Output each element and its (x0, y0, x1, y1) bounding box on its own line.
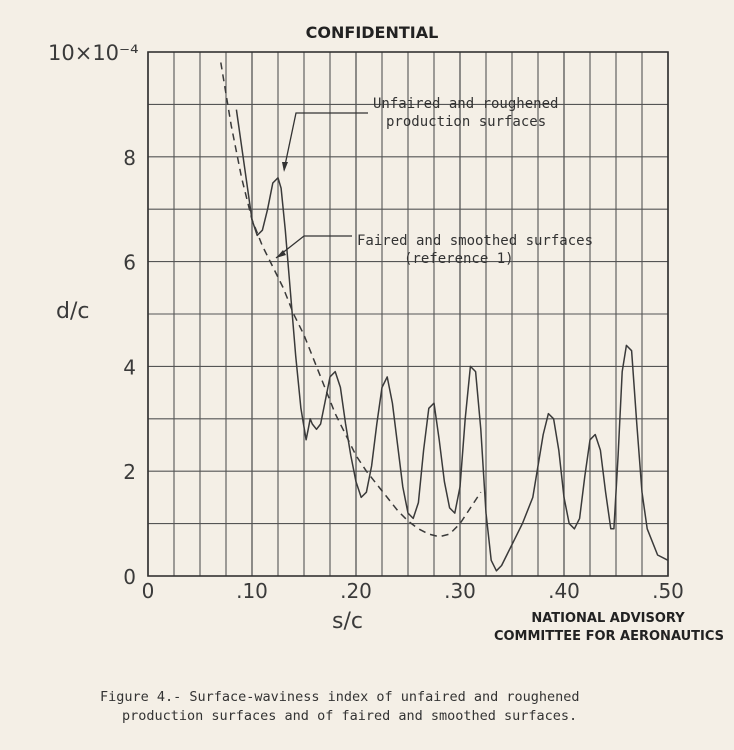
y-tick-labels (123, 146, 136, 589)
leader-unfaired-arrowhead (282, 162, 288, 172)
confidential-header: CONFIDENTIAL (305, 23, 439, 42)
caption-line2: production surfaces and of faired and smoothed surfaces. (122, 708, 578, 724)
x-tick-label: .30 (444, 579, 476, 603)
y-tick-label: 0 (123, 565, 136, 589)
y-tick-label: 6 (123, 250, 136, 275)
x-tick-label: .40 (548, 579, 580, 603)
y-multiplier-label: 10×10⁻⁴ (48, 41, 139, 65)
credit-line1: NATIONAL ADVISORY (531, 611, 685, 626)
caption-line1: Figure 4.- Surface-waviness index of unfaired and roughened (100, 689, 580, 705)
annotation-faired-line2: (reference 1) (404, 251, 514, 267)
y-tick-label: 4 (123, 355, 136, 380)
grid (148, 52, 668, 576)
y-tick-label: 8 (123, 145, 136, 170)
annotation-unfaired-line2: production surfaces (386, 114, 547, 130)
credit-line2: COMMITTEE FOR AERONAUTICS (493, 629, 725, 644)
annotation-faired-line1: Faired and smoothed surfaces (357, 233, 594, 249)
y-tick-label: 2 (123, 460, 136, 485)
x-tick-label: .20 (340, 579, 372, 603)
series-line-unfaired (236, 110, 668, 571)
x-tick-label: .10 (236, 579, 268, 603)
annotation-unfaired-line1: Unfaired and roughened (373, 96, 559, 112)
series-layer (221, 63, 668, 571)
x-axis-label: s/c (332, 609, 363, 634)
x-tick-label: 0 (141, 579, 155, 603)
x-tick-labels (142, 579, 684, 603)
annotation-leaders (276, 113, 368, 258)
y-axis-label: d/c (56, 299, 90, 324)
x-tick-label: .50 (652, 579, 684, 603)
